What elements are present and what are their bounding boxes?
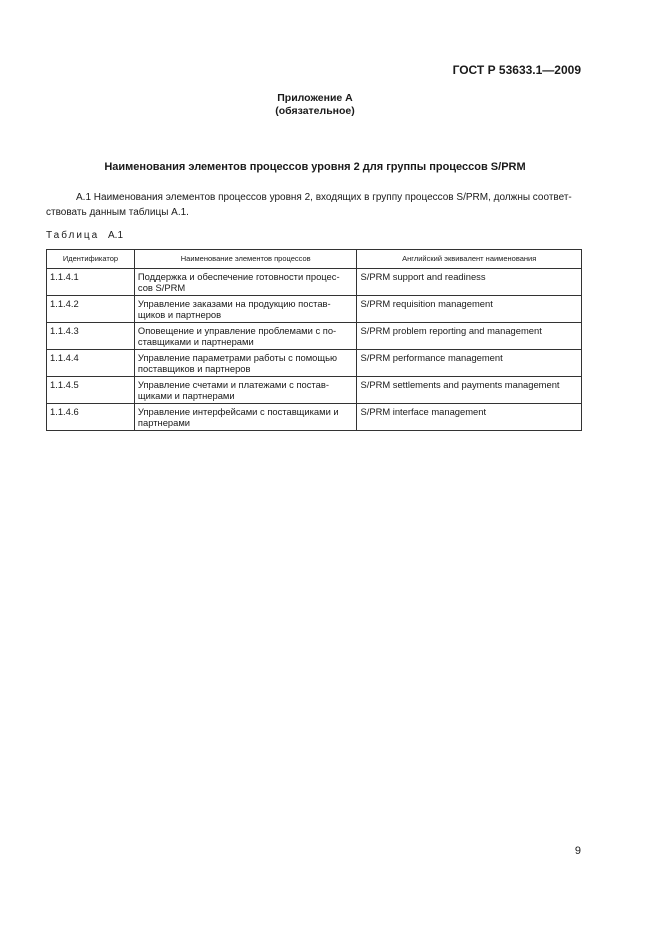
table-row <box>47 323 582 350</box>
paragraph-line-2: ствовать данным таблицы А.1. <box>46 207 189 218</box>
table-caption-number: А.1 <box>108 230 124 241</box>
paragraph-line-1: А.1 Наименования элементов процессов уровня 2, входящих в группу процессов S/PRM, должны соответ- <box>76 192 572 203</box>
document-code: ГОСТ Р 53633.1—2009 <box>452 63 581 77</box>
cell-process-name: Управление параметрами работы с помощью поставщиков и партнеров <box>134 350 357 377</box>
cell-english-name: S/PRM interface management <box>357 404 582 431</box>
cell-identifier: 1.1.4.5 <box>47 377 135 404</box>
cell-identifier: 1.1.4.2 <box>47 296 135 323</box>
header-process-name: Наименование элементов процессов <box>134 250 357 269</box>
annex-block <box>0 92 630 118</box>
cell-english-name: S/PRM performance management <box>357 350 582 377</box>
table-caption-word: Таблица <box>46 230 100 241</box>
table-caption <box>46 230 123 241</box>
cell-process-name: Управление счетами и платежами с постав-щиками и партнерами <box>134 377 357 404</box>
table-header-row <box>47 250 582 269</box>
table-row <box>47 404 582 431</box>
body-paragraph <box>46 190 586 220</box>
cell-english-name: S/PRM settlements and payments management <box>357 377 582 404</box>
cell-english-name: S/PRM problem reporting and management <box>357 323 582 350</box>
cell-identifier: 1.1.4.6 <box>47 404 135 431</box>
annex-status: (обязательное) <box>275 105 355 117</box>
cell-process-name: Управление интерфейсами с поставщиками и партнерами <box>134 404 357 431</box>
cell-identifier: 1.1.4.1 <box>47 269 135 296</box>
table-row <box>47 377 582 404</box>
table-row <box>47 350 582 377</box>
header-identifier: Идентификатор <box>47 250 135 269</box>
cell-english-name: S/PRM requisition management <box>357 296 582 323</box>
table-row <box>47 296 582 323</box>
annex-title: Приложение А <box>277 92 353 104</box>
page-number: 9 <box>574 845 581 857</box>
section-heading: Наименования элементов процессов уровня 2 для группы процессов S/PRM <box>104 161 526 173</box>
cell-process-name: Поддержка и обеспечение готовности процес-сов S/PRM <box>134 269 357 296</box>
table-row <box>47 269 582 296</box>
header-english-name: Английский эквивалент наименования <box>357 250 582 269</box>
cell-identifier: 1.1.4.3 <box>47 323 135 350</box>
process-table <box>46 249 582 431</box>
cell-english-name: S/PRM support and readiness <box>357 269 582 296</box>
cell-process-name: Управление заказами на продукцию постав-щиков и партнеров <box>134 296 357 323</box>
cell-process-name: Оповещение и управление проблемами с по-ставщиками и партнерами <box>134 323 357 350</box>
cell-identifier: 1.1.4.4 <box>47 350 135 377</box>
